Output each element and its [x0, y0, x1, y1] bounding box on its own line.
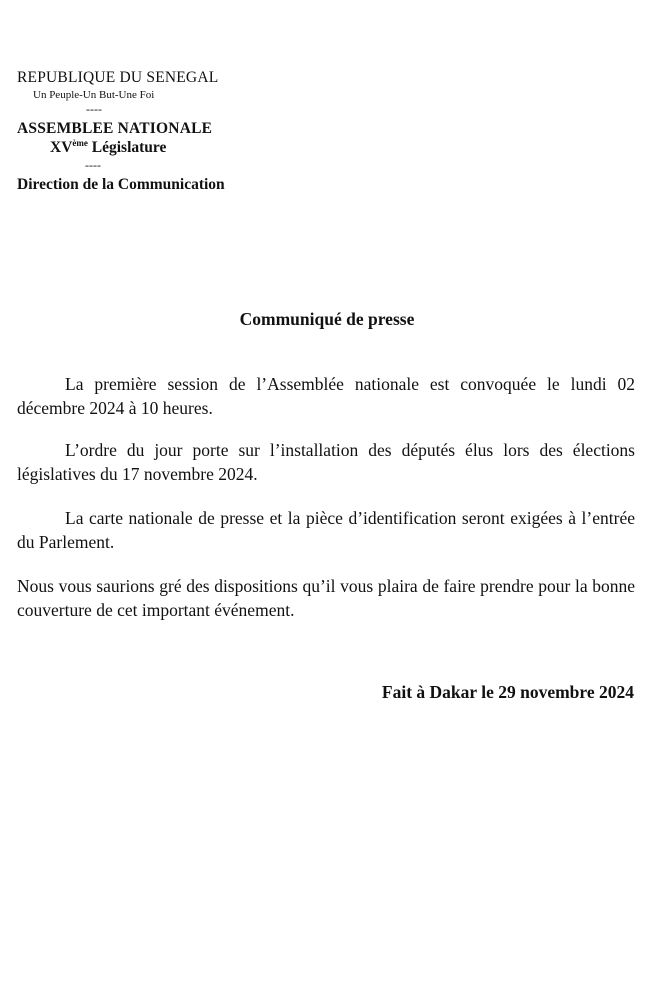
institution-name: ASSEMBLEE NATIONALE — [17, 120, 213, 137]
legislature-label — [50, 140, 166, 156]
country-name: REPUBLIQUE DU SENEGAL — [17, 69, 219, 86]
header-separator: ---- — [85, 158, 101, 172]
legislature-numeral: XV — [50, 139, 73, 156]
paragraph-session-date: La première session de l’Assemblée nationale est convoquée le lundi 02 décembre 2024 à 10 heures. — [17, 374, 635, 418]
national-motto: Un Peuple-Un But-Une Foi — [33, 89, 155, 101]
legislature-word: Législature — [91, 139, 167, 156]
paragraph-agenda: L’ordre du jour porte sur l’installation des députés élus lors des élections législatives du 17 novembre 2024. — [17, 440, 635, 484]
document-title: Communiqué de presse — [239, 309, 415, 329]
department-name: Direction de la Communication — [17, 176, 225, 193]
paragraph-closing: Nous vous saurions gré des dispositions qu’il vous plaira de faire prendre pour la bonne couverture de cet important événement. — [17, 576, 635, 620]
header-separator: ---- — [86, 102, 102, 116]
legislature-superscript: ème — [72, 138, 88, 148]
paragraph-press-requirements: La carte nationale de presse et la pièce d’identification seront exigées à l’entrée du Parlement. — [17, 508, 635, 552]
place-and-date-signature: Fait à Dakar le 29 novembre 2024 — [381, 682, 634, 702]
